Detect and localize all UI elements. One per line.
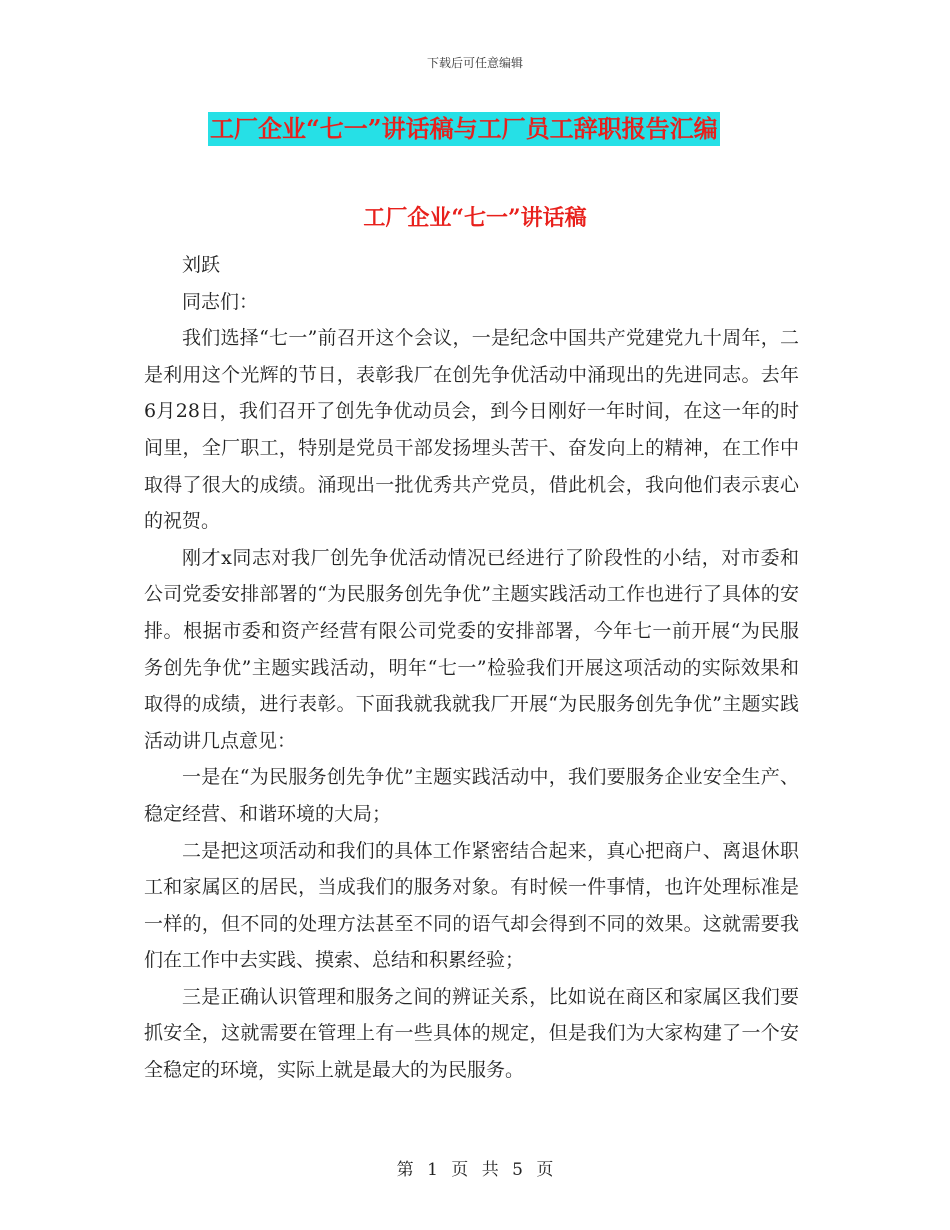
section-title: 工厂企业“七一”讲话稿 [363,205,587,231]
salutation: 同志们： [182,290,259,313]
footer-total-prefix: 共 [481,1160,499,1180]
page-number: 1 [427,1160,438,1180]
footer-prefix: 第 [396,1160,414,1180]
body-paragraph: 一是在“为民服务创先争优”主题实践活动中，我们要服务企业安全生产、稳定经营、和谐环境的大局； [144,766,799,825]
body-paragraph: 二是把这项活动和我们的具体工作紧密结合起来，真心把商户、离退休职工和家属区的居民，当成我们的服务对象。有时候一件事情，也许处理标准是一样的，但不同的处理方法甚至不同的语气却会得到不同的效果。这就需要我们在工作中去实践、摸索、总结和积累经验； [144,839,799,972]
author-line: 刘跃 [182,254,221,276]
total-pages: 5 [512,1160,523,1180]
document-title: 工厂企业“七一”讲话稿与工厂员工辞职报告汇编 [208,112,720,146]
footer-page-unit: 页 [451,1160,469,1180]
footer-total-unit: 页 [536,1160,554,1180]
header-note: 下载后可任意编辑 [426,56,523,70]
body-paragraph: 我们选择“七一”前召开这个会议，一是纪念中国共产党建党九十周年，二是利用这个光辉的节日，表彰我厂在创先争优活动中涌现出的先进同志。去年6月28日，我们召开了创先争优动员会，到今日刚好一年时间，在这一年的时间里，全厂职工，特别是党员干部发扬埋头苦干、奋发向上的精神，在工作中取得了很大的成绩。涌现出一批优秀共产党员，借此机会，我向他们表示衷心的祝贺。 [144,327,799,533]
body-paragraph: 刚才x同志对我厂创先争优活动情况已经进行了阶段性的小结，对市委和公司党委安排部署的“为民服务创先争优”主题实践活动工作也进行了具体的安排。根据市委和资产经营有限公司党委的安排部署，今年七一前开展“为民服务创先争优”主题实践活动，明年“七一”检验我们开展这项活动的实际效果和取得的成绩，进行表彰。下面我就我就我厂开展“为民服务创先争优”主题实践活动讲几点意见： [144,546,799,752]
body-paragraph: 三是正确认识管理和服务之间的辨证关系，比如说在商区和家属区我们要抓安全，这就需要在管理上有一些具体的规定，但是我们为大家构建了一个安全稳定的环境，实际上就是最大的为民服务。 [144,985,799,1082]
page-footer [0,1155,950,1180]
document-body [144,247,799,1089]
